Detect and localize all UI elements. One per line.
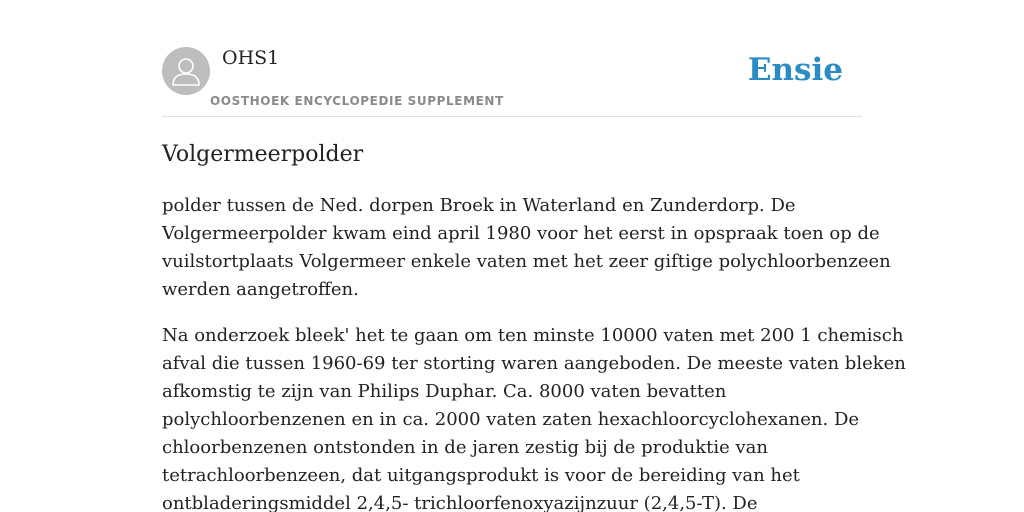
paragraph-line: polder tussen de Ned. dorpen Broek in Waterland en Zunderdorp. De (162, 195, 796, 216)
article-body (162, 192, 906, 512)
author-avatar[interactable] (162, 47, 210, 95)
page-header (162, 0, 862, 117)
paragraph-line: chloorbenzenen ontstonden in de jaren zestig bij de produktie van (162, 437, 769, 458)
article-paragraph (162, 322, 906, 512)
paragraph-line: Na onderzoek bleek' het te gaan om ten minste 10000 vaten met 200 1 chemisch (162, 325, 904, 346)
paragraph-line: afkomstig te zijn van Philips Duphar. Ca. 8000 vaten bevatten (162, 381, 727, 402)
user-icon (162, 47, 210, 95)
paragraph-line: polychloorbenzenen en in ca. 2000 vaten zaten hexachloorcyclohexanen. De (162, 409, 860, 430)
paragraph-line: afval die tussen 1960-69 ter storting waren aangeboden. De meeste vaten bleken (162, 353, 906, 374)
article-title: Volgermeerpolder (162, 142, 364, 167)
paragraph-line: tetrachloorbenzeen, dat uitgangsprodukt is voor de bereiding van het (162, 465, 800, 486)
paragraph-line: werden aangetroffen. (162, 279, 359, 300)
article-paragraph (162, 192, 891, 304)
paragraph-line: Volgermeerpolder kwam eind april 1980 voor het eerst in opspraak toen op de (162, 223, 880, 244)
paragraph-line: vuilstortplaats Volgermeer enkele vaten met het zeer giftige polychloorbenzeen (162, 251, 891, 272)
paragraph-line: ontbladeringsmiddel 2,4,5- trichloorfenoxyazijnzuur (2,4,5-T). De (162, 493, 758, 512)
ensie-logo[interactable]: Ensie (747, 52, 843, 88)
author-name[interactable]: OHS1 (222, 47, 280, 69)
source-label[interactable]: OOSTHOEK ENCYCLOPEDIE SUPPLEMENT (210, 94, 504, 108)
